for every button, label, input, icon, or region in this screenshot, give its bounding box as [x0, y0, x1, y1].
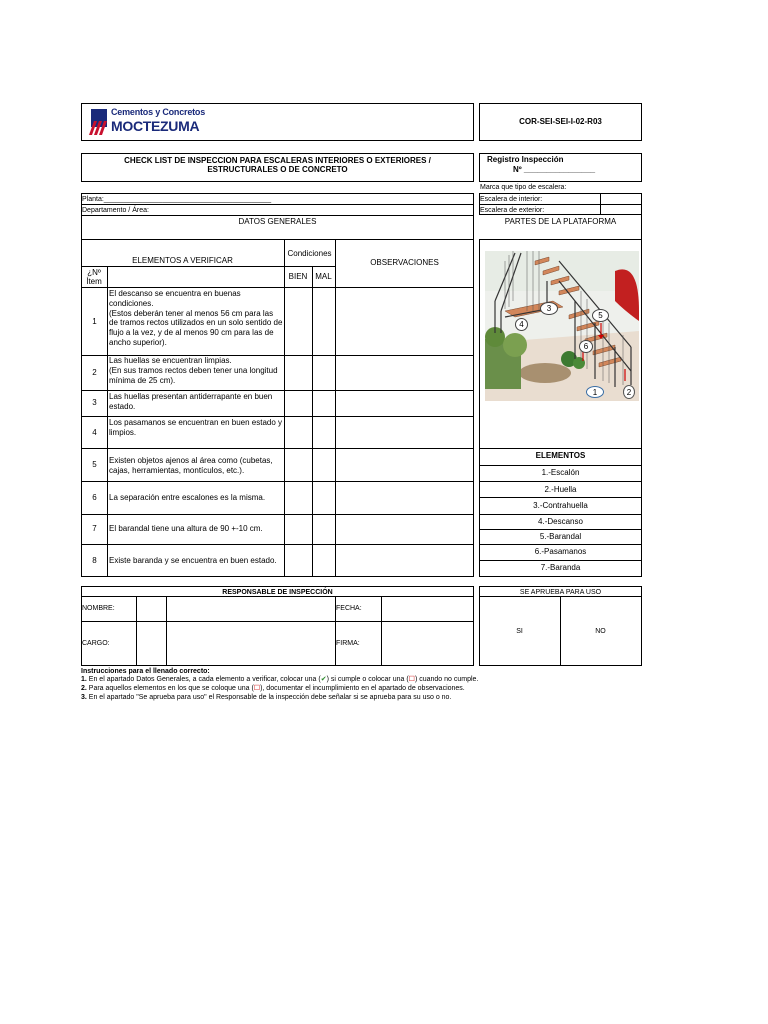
- cross-box-icon: ☐: [408, 676, 415, 683]
- row-description: El descanso se encuentra en buenas condiciones. (Estos deberán tener al menos 56 cm para las de tramos rectos utilizados en un solo sentido de flujo a la vez, y de al menos 90 cm para las de ancho superior).: [109, 289, 283, 347]
- fecha-field[interactable]: [382, 597, 473, 620]
- item-header-1: ¿Nº: [87, 268, 101, 277]
- fecha-label: FECHA:: [336, 605, 362, 612]
- row-description: La separación entre escalones es la misma.: [109, 493, 266, 502]
- planta-field[interactable]: Planta:___________________________________________: [82, 196, 272, 203]
- logo-text-bottom: MOCTEZUMA: [111, 118, 200, 134]
- row-number: 7: [92, 524, 97, 533]
- row-number: 6: [92, 493, 97, 502]
- instruccion-2: 2. Para aquellos elementos en los que se coloque una (☐), documentar el incumplimiento en el apartado de observaciones.: [81, 685, 465, 692]
- partes-plataforma-heading: PARTES DE LA PLATAFORMA: [504, 217, 617, 226]
- row-description: Existen objetos ajenos al área como (cubetas, cajas, herramientas, montículos, etc.).: [109, 456, 273, 475]
- row-number: 1: [92, 317, 97, 326]
- check-icon: ✔: [320, 676, 327, 683]
- row-description: Las huellas se encuentran limpias. (En sus tramos rectos deben tener una longitud mínima de 25 cm).: [109, 356, 278, 385]
- form-title-line1: CHECK LIST DE INSPECCION PARA ESCALERAS INTERIORES O EXTERIORES /: [124, 156, 431, 165]
- elemento-item: 6.-Pasamanos: [534, 547, 587, 556]
- registro-number[interactable]: Nº ________________: [513, 165, 596, 174]
- diagram-label-6: 6: [579, 340, 593, 353]
- item-header-2: Ítem: [86, 277, 102, 286]
- cross-box-icon: ☐: [253, 685, 261, 692]
- document-code: COR-SEI-SEI-I-02-R03: [479, 103, 642, 141]
- instruccion-1: 1. En el apartado Datos Generales, a cada elemento a verificar, colocar una (✔) si cumple o colocar una (☐) cuando no cumple.: [81, 676, 479, 683]
- elementos-heading: ELEMENTOS: [535, 451, 586, 460]
- registro-label: Registro Inspección: [487, 155, 564, 164]
- escalera-exterior-field[interactable]: Escalera de exterior:: [480, 207, 545, 214]
- row-description: Los pasamanos se encuentran en buen estado y limpios.: [109, 418, 283, 437]
- instruccion-3: 3. En el apartado "Se aprueba para uso" el Responsable de la inspección debe señalar si se aprueba para su uso o no.: [81, 694, 452, 701]
- bien-header: BIEN: [288, 272, 308, 281]
- elemento-item: 3.-Contrahuella: [533, 501, 588, 510]
- instrucciones-title: Instrucciones para el llenado correcto:: [81, 668, 210, 675]
- logo-text-top: Cementos y Concretos: [111, 107, 206, 117]
- observaciones-header: OBSERVACIONES: [370, 258, 439, 267]
- diagram-label-4: 4: [515, 318, 528, 331]
- mal-header: MAL: [315, 272, 332, 281]
- elemento-item: 4.-Descanso: [538, 517, 583, 526]
- company-logo: [89, 107, 229, 137]
- staircase-diagram: [485, 251, 639, 401]
- elemento-item: 1.-Escalón: [541, 468, 580, 477]
- diagram-label-2: 2: [623, 385, 635, 399]
- diagram-label-1: 1: [586, 386, 604, 398]
- form-title-line2: ESTRUCTURALES O DE CONCRETO: [207, 165, 348, 174]
- row-description: Existe baranda y se encuentra en buen estado.: [109, 556, 277, 565]
- elementos-verificar-header: ELEMENTOS A VERIFICAR: [132, 256, 233, 265]
- responsable-heading: RESPONSABLE DE INSPECCIÓN: [222, 589, 333, 596]
- diagram-label-5: 5: [592, 309, 609, 322]
- elemento-item: 2.-Huella: [544, 485, 577, 494]
- diagram-label-3: 3: [540, 302, 558, 315]
- aprueba-si-option[interactable]: SI: [516, 628, 523, 635]
- row-number: 8: [92, 556, 97, 565]
- escalera-interior-field[interactable]: Escalera de interior:: [480, 196, 543, 203]
- datos-generales-heading: DATOS GENERALES: [238, 217, 317, 226]
- row-description: Las huellas presentan antiderrapante en buen estado.: [109, 392, 273, 411]
- nombre-label: NOMBRE:: [82, 605, 115, 612]
- marca-tipo-label: Marca que tipo de escalera:: [480, 184, 567, 191]
- row-description: El barandal tiene una altura de 90 +-10 cm.: [109, 524, 263, 533]
- cargo-label: CARGO:: [82, 640, 110, 647]
- row-number: 3: [92, 398, 97, 407]
- firma-label: FIRMA:: [336, 640, 360, 647]
- row-number: 2: [92, 368, 97, 377]
- aprueba-heading: SE APRUEBA PARA USO: [519, 589, 602, 596]
- elemento-item: 5.-Barandal: [539, 532, 582, 541]
- row-number: 5: [92, 460, 97, 469]
- cargo-field[interactable]: [167, 622, 334, 665]
- nombre-field[interactable]: [167, 597, 334, 620]
- firma-field[interactable]: [382, 622, 473, 665]
- logo-mark-icon: [89, 109, 109, 135]
- condiciones-header: Condiciones: [287, 249, 332, 258]
- row-number: 4: [92, 428, 97, 437]
- departamento-field[interactable]: Departamento / Área:: [82, 207, 149, 214]
- elemento-item: 7.-Baranda: [540, 563, 581, 572]
- aprueba-no-option[interactable]: NO: [595, 628, 606, 635]
